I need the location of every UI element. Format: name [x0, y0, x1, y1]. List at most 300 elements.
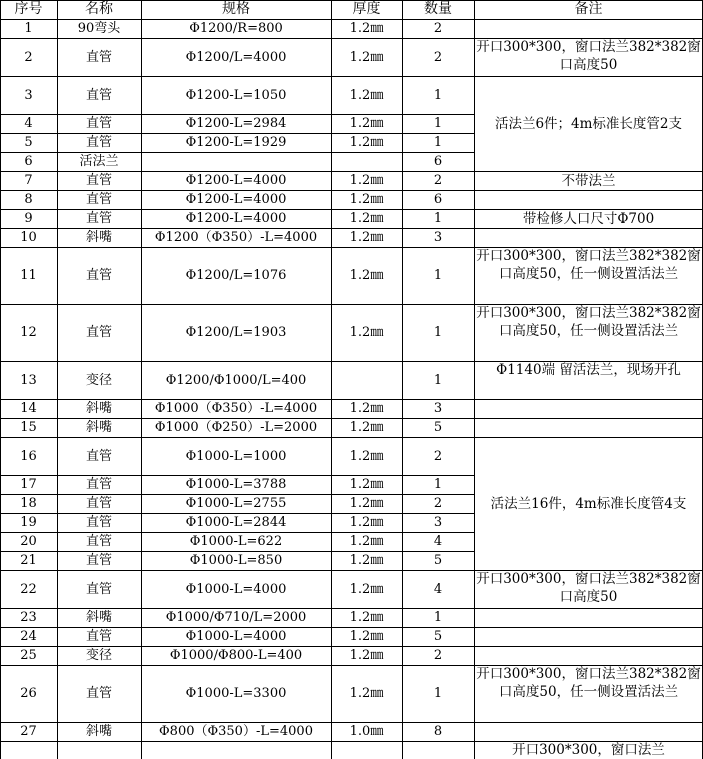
row-28-spec [141, 741, 331, 759]
remark-cell [474, 665, 703, 722]
row-7-spec [141, 171, 331, 190]
row-9-name [57, 209, 141, 228]
row-divider [0, 532, 475, 533]
row-21-name [57, 551, 141, 570]
row-26-qty-text: 1 [433, 686, 443, 701]
row-22-qty-text: 4 [433, 581, 443, 597]
row-18-seq-text: 18 [20, 496, 37, 511]
row-divider [0, 209, 703, 210]
row-23-spec-text: Φ1000/Φ710/L=2000 [165, 610, 307, 625]
row-27-name [57, 722, 141, 741]
row-8-thickness-text: 1.2㎜ [349, 192, 384, 207]
row-2-qty-text: 2 [433, 49, 443, 65]
row-17-seq [0, 475, 57, 494]
row-2-spec-text: Φ1200/L=4000 [185, 49, 287, 65]
row-26-seq-text: 26 [20, 686, 37, 701]
row-17-seq-text: 17 [20, 477, 37, 492]
row-12-thickness-text: 1.2㎜ [349, 325, 384, 340]
row-27-spec-text: Φ800（Φ350）-L=4000 [159, 724, 313, 739]
row-19-qty [402, 513, 474, 532]
row-4-spec-text: Φ1200-L=2984 [185, 116, 287, 131]
row-11-spec-text: Φ1200/L=1076 [185, 268, 287, 283]
row-17-spec-text: Φ1000-L=3788 [185, 477, 287, 492]
row-19-name [57, 513, 141, 532]
row-1-thickness-text: 1.2㎜ [349, 21, 384, 36]
row-5-seq [0, 133, 57, 152]
row-2-seq-text: 2 [24, 49, 33, 65]
row-24-spec-text: Φ1000-L=4000 [185, 629, 287, 644]
row-12-spec-text: Φ1200/L=1903 [185, 325, 287, 340]
row-10-spec-text: Φ1200（Φ350）-L=4000 [154, 230, 318, 245]
row-divider [0, 722, 703, 723]
row-16-qty [402, 437, 474, 475]
row-21-seq-text: 21 [20, 553, 37, 568]
row-20-spec [141, 532, 331, 551]
header-spec [141, 0, 331, 19]
row-3-qty-text: 1 [433, 87, 443, 103]
row-14-name-text: 斜嘴 [85, 401, 112, 416]
row-8-seq [0, 190, 57, 209]
row-28-thickness [331, 741, 402, 759]
row-22-thickness [331, 570, 402, 608]
row-4-qty-text: 1 [433, 116, 443, 131]
row-1-spec-text: Φ1200/R=800 [189, 21, 283, 36]
row-27-seq [0, 722, 57, 741]
row-divider [0, 570, 703, 571]
row-20-name [57, 532, 141, 551]
row-14-seq-text: 14 [20, 401, 37, 416]
row-19-name-text: 直管 [85, 515, 112, 530]
row-1-name [57, 19, 141, 38]
row-23-qty [402, 608, 474, 627]
row-10-thickness [331, 228, 402, 247]
row-14-spec-text: Φ1000（Φ350）-L=4000 [154, 401, 318, 416]
row-6-spec [141, 152, 331, 171]
row-20-seq [0, 532, 57, 551]
row-11-qty-text: 1 [433, 268, 443, 283]
row-21-spec-text: Φ1000-L=850 [189, 553, 283, 568]
row-8-thickness [331, 190, 402, 209]
row-14-thickness [331, 399, 402, 418]
row-16-name [57, 437, 141, 475]
row-20-name-text: 直管 [85, 534, 112, 549]
row-18-qty [402, 494, 474, 513]
row-8-name-text: 直管 [85, 192, 112, 207]
row-22-name-text: 直管 [85, 581, 112, 597]
row-23-seq [0, 608, 57, 627]
row-8-qty [402, 190, 474, 209]
row-13-thickness [331, 361, 402, 399]
row-4-thickness [331, 114, 402, 133]
row-15-thickness [331, 418, 402, 437]
row-9-seq [0, 209, 57, 228]
row-23-name [57, 608, 141, 627]
row-26-thickness-text: 1.2㎜ [349, 686, 384, 701]
row-15-thickness-text: 1.2㎜ [349, 420, 384, 435]
row-3-thickness-text: 1.2㎜ [349, 87, 384, 103]
row-9-spec-text: Φ1200-L=4000 [185, 211, 287, 226]
row-9-spec [141, 209, 331, 228]
row-13-spec [141, 361, 331, 399]
row-8-seq-text: 8 [24, 192, 33, 207]
row-5-spec-text: Φ1200-L=1929 [185, 135, 287, 150]
row-18-seq [0, 494, 57, 513]
row-18-qty-text: 2 [433, 496, 443, 511]
row-13-qty [402, 361, 474, 399]
row-10-thickness-text: 1.2㎜ [349, 230, 384, 245]
row-15-spec-text: Φ1000（Φ250）-L=2000 [154, 420, 318, 435]
row-26-name [57, 665, 141, 722]
row-3-seq [0, 76, 57, 114]
row-7-thickness [331, 171, 402, 190]
row-2-qty [402, 38, 474, 76]
row-14-qty [402, 399, 474, 418]
row-25-thickness-text: 1.2㎜ [349, 648, 384, 663]
row-15-seq [0, 418, 57, 437]
remark-cell [474, 437, 703, 570]
row-17-name [57, 475, 141, 494]
row-25-spec [141, 646, 331, 665]
row-17-spec [141, 475, 331, 494]
header-name-text: 名称 [85, 1, 113, 17]
row-divider [0, 665, 703, 666]
row-16-spec [141, 437, 331, 475]
remark-cell [474, 361, 703, 399]
row-23-seq-text: 23 [20, 610, 37, 625]
row-10-seq-text: 10 [20, 230, 37, 245]
row-12-seq [0, 304, 57, 361]
remark-cell-text: 开口300*300，窗口法兰382*382窗口高度50，任一侧设置活法兰 [476, 305, 701, 339]
row-9-qty [402, 209, 474, 228]
row-19-thickness [331, 513, 402, 532]
row-divider [0, 361, 703, 362]
header-thickness-text: 厚度 [352, 1, 381, 17]
remark-cell [474, 570, 703, 608]
row-22-seq-text: 22 [20, 581, 37, 597]
row-6-name [57, 152, 141, 171]
row-6-name-text: 活法兰 [79, 154, 119, 169]
row-21-qty-text: 5 [433, 553, 443, 568]
row-6-seq [0, 152, 57, 171]
row-24-qty [402, 627, 474, 646]
row-4-seq [0, 114, 57, 133]
row-1-seq [0, 19, 57, 38]
row-28-name [57, 741, 141, 759]
remark-cell-text: 开口300*300，窗口法兰382*382窗口高度50，任一侧设置活法兰 [476, 666, 701, 700]
row-4-thickness-text: 1.2㎜ [349, 116, 384, 131]
row-18-spec [141, 494, 331, 513]
row-20-seq-text: 20 [20, 534, 37, 549]
row-27-spec [141, 722, 331, 741]
row-17-thickness-text: 1.2㎜ [349, 477, 384, 492]
remark-cell-text: 开口300*300，窗口法兰 [512, 742, 665, 758]
row-6-seq-text: 6 [24, 154, 33, 169]
row-divider [0, 494, 475, 495]
row-divider [0, 304, 703, 305]
row-13-name-text: 变径 [85, 372, 112, 388]
row-3-spec-text: Φ1200-L=1050 [185, 87, 287, 103]
row-3-seq-text: 3 [24, 87, 33, 103]
row-19-spec-text: Φ1000-L=2844 [185, 515, 287, 530]
row-7-qty-text: 2 [433, 173, 443, 188]
row-5-thickness [331, 133, 402, 152]
row-2-seq [0, 38, 57, 76]
row-23-qty-text: 1 [433, 610, 443, 625]
row-23-name-text: 斜嘴 [85, 610, 112, 625]
row-12-name [57, 304, 141, 361]
row-10-name [57, 228, 141, 247]
remark-cell-text: 开口300*300，窗口法兰382*382窗口高度50 [476, 39, 701, 73]
row-19-spec [141, 513, 331, 532]
row-19-qty-text: 3 [433, 515, 443, 530]
row-23-thickness [331, 608, 402, 627]
row-20-qty [402, 532, 474, 551]
row-25-thickness [331, 646, 402, 665]
row-4-spec [141, 114, 331, 133]
row-8-spec-text: Φ1200-L=4000 [185, 192, 287, 207]
row-12-thickness [331, 304, 402, 361]
row-1-qty-text: 2 [433, 21, 443, 36]
row-27-name-text: 斜嘴 [85, 724, 112, 739]
row-16-spec-text: Φ1000-L=1000 [185, 448, 287, 464]
row-15-name-text: 斜嘴 [85, 420, 112, 435]
row-16-thickness [331, 437, 402, 475]
remark-cell-text: 开口300*300，窗口法兰382*382窗口高度50，任一侧设置活法兰 [476, 248, 701, 282]
row-19-seq [0, 513, 57, 532]
row-18-thickness [331, 494, 402, 513]
row-11-qty [402, 247, 474, 304]
row-25-seq [0, 646, 57, 665]
row-2-thickness-text: 1.2㎜ [349, 49, 384, 65]
row-divider [0, 247, 703, 248]
row-27-seq-text: 27 [20, 724, 37, 739]
row-15-seq-text: 15 [20, 420, 37, 435]
row-20-thickness [331, 532, 402, 551]
remark-cell-text: 开口300*300，窗口法兰382*382窗口高度50 [476, 571, 701, 605]
row-7-thickness-text: 1.2㎜ [349, 173, 384, 188]
row-24-seq-text: 24 [20, 629, 37, 644]
row-12-qty-text: 1 [433, 325, 443, 340]
row-11-seq-text: 11 [20, 268, 37, 283]
row-13-spec-text: Φ1200/Φ1000/L=400 [165, 372, 307, 388]
remark-cell-text: 活法兰16件，4m标准长度管4支 [490, 495, 687, 512]
row-16-qty-text: 2 [433, 448, 443, 464]
row-15-qty [402, 418, 474, 437]
row-13-seq-text: 13 [20, 372, 37, 388]
row-divider [0, 38, 703, 39]
row-1-name-text: 90弯头 [77, 21, 121, 36]
remark-cell [474, 171, 703, 190]
row-14-name [57, 399, 141, 418]
row-24-qty-text: 5 [433, 629, 443, 644]
row-18-name [57, 494, 141, 513]
row-3-qty [402, 76, 474, 114]
row-7-name [57, 171, 141, 190]
row-22-qty [402, 570, 474, 608]
row-3-thickness [331, 76, 402, 114]
remark-cell [474, 76, 703, 171]
row-16-seq-text: 16 [20, 448, 37, 464]
row-17-qty-text: 1 [433, 477, 443, 492]
row-divider [0, 741, 703, 742]
row-21-name-text: 直管 [85, 553, 112, 568]
row-13-seq [0, 361, 57, 399]
remark-cell [474, 247, 703, 304]
row-26-seq [0, 665, 57, 722]
row-16-seq [0, 437, 57, 475]
row-divider [0, 228, 703, 229]
row-16-name-text: 直管 [85, 448, 112, 464]
row-20-spec-text: Φ1000-L=622 [189, 534, 283, 549]
row-divider [0, 399, 703, 400]
row-9-seq-text: 9 [24, 211, 33, 226]
row-divider [0, 19, 703, 20]
row-18-spec-text: Φ1000-L=2755 [185, 496, 287, 511]
row-5-seq-text: 5 [24, 135, 33, 150]
row-25-spec-text: Φ1000/Φ800-L=400 [169, 648, 303, 663]
row-14-seq [0, 399, 57, 418]
row-27-qty-text: 8 [433, 724, 443, 739]
row-15-spec [141, 418, 331, 437]
row-24-name [57, 627, 141, 646]
row-20-thickness-text: 1.2㎜ [349, 534, 384, 549]
row-5-qty-text: 1 [433, 135, 443, 150]
row-4-qty [402, 114, 474, 133]
row-24-thickness-text: 1.2㎜ [349, 629, 384, 644]
row-21-seq [0, 551, 57, 570]
row-12-spec [141, 304, 331, 361]
row-3-name [57, 76, 141, 114]
row-7-qty [402, 171, 474, 190]
header-seq-text: 序号 [14, 1, 43, 17]
remark-cell [474, 209, 703, 228]
row-22-thickness-text: 1.2㎜ [349, 581, 384, 597]
row-24-spec [141, 627, 331, 646]
row-21-qty [402, 551, 474, 570]
row-8-qty-text: 6 [433, 192, 443, 207]
remark-cell-text: 不带法兰 [561, 172, 616, 189]
row-25-name-text: 变径 [85, 648, 112, 663]
remark-cell-text: 活法兰6件；4m标准长度管2支 [494, 115, 683, 132]
row-11-name [57, 247, 141, 304]
row-11-thickness-text: 1.2㎜ [349, 268, 384, 283]
row-14-qty-text: 3 [433, 401, 443, 416]
row-10-spec [141, 228, 331, 247]
row-28-qty [402, 741, 474, 759]
row-divider [0, 190, 703, 191]
row-9-qty-text: 1 [433, 211, 443, 226]
row-divider [0, 0, 703, 1]
row-divider [0, 418, 703, 419]
row-4-seq-text: 4 [24, 116, 33, 131]
row-9-thickness-text: 1.2㎜ [349, 211, 384, 226]
row-27-thickness-text: 1.0㎜ [349, 724, 384, 739]
row-4-name-text: 直管 [85, 116, 112, 131]
row-6-qty-text: 6 [433, 154, 443, 169]
header-remark [474, 0, 703, 19]
row-11-spec [141, 247, 331, 304]
row-16-thickness-text: 1.2㎜ [349, 448, 384, 464]
row-22-seq [0, 570, 57, 608]
row-11-name-text: 直管 [85, 268, 112, 283]
row-18-thickness-text: 1.2㎜ [349, 496, 384, 511]
header-name [57, 0, 141, 19]
row-22-spec-text: Φ1000-L=4000 [185, 581, 287, 597]
row-26-spec-text: Φ1000-L=3300 [185, 686, 287, 701]
row-23-thickness-text: 1.2㎜ [349, 610, 384, 625]
row-26-thickness [331, 665, 402, 722]
row-18-name-text: 直管 [85, 496, 112, 511]
row-11-seq [0, 247, 57, 304]
row-5-spec [141, 133, 331, 152]
header-qty-text: 数量 [424, 1, 452, 17]
row-23-spec [141, 608, 331, 627]
remark-cell [474, 38, 703, 76]
row-14-thickness-text: 1.2㎜ [349, 401, 384, 416]
row-5-thickness-text: 1.2㎜ [349, 135, 384, 150]
header-qty [402, 0, 474, 19]
remark-cell-text: Φ1140端 留活法兰，现场开孔 [496, 362, 681, 378]
row-21-spec [141, 551, 331, 570]
row-divider [0, 627, 703, 628]
row-10-qty-text: 3 [433, 230, 443, 245]
row-27-qty [402, 722, 474, 741]
row-10-name-text: 斜嘴 [85, 230, 112, 245]
header-seq [0, 0, 57, 19]
header-thickness [331, 0, 402, 19]
row-1-qty [402, 19, 474, 38]
row-divider [0, 513, 475, 514]
row-25-qty-text: 2 [433, 648, 443, 663]
row-11-thickness [331, 247, 402, 304]
row-12-qty [402, 304, 474, 361]
row-15-qty-text: 5 [433, 420, 443, 435]
row-9-name-text: 直管 [85, 211, 112, 226]
row-divider [0, 133, 475, 134]
row-10-seq [0, 228, 57, 247]
row-8-spec [141, 190, 331, 209]
row-20-qty-text: 4 [433, 534, 443, 549]
row-8-name [57, 190, 141, 209]
row-26-qty [402, 665, 474, 722]
row-12-seq-text: 12 [20, 325, 37, 340]
header-spec-text: 规格 [222, 1, 250, 17]
row-17-qty [402, 475, 474, 494]
row-25-seq-text: 25 [20, 648, 37, 663]
row-divider [0, 76, 703, 77]
row-7-spec-text: Φ1200-L=4000 [185, 173, 287, 188]
row-divider [0, 551, 475, 552]
row-divider [0, 152, 475, 153]
row-divider [0, 114, 475, 115]
row-25-name [57, 646, 141, 665]
row-27-thickness [331, 722, 402, 741]
row-3-name-text: 直管 [85, 87, 112, 103]
remark-cell [474, 741, 703, 759]
row-5-qty [402, 133, 474, 152]
row-21-thickness-text: 1.2㎜ [349, 553, 384, 568]
row-6-qty [402, 152, 474, 171]
row-1-thickness [331, 19, 402, 38]
row-2-name-text: 直管 [85, 49, 112, 65]
row-5-name-text: 直管 [85, 135, 112, 150]
row-26-spec [141, 665, 331, 722]
row-24-name-text: 直管 [85, 629, 112, 644]
row-10-qty [402, 228, 474, 247]
row-21-thickness [331, 551, 402, 570]
row-4-name [57, 114, 141, 133]
row-17-thickness [331, 475, 402, 494]
